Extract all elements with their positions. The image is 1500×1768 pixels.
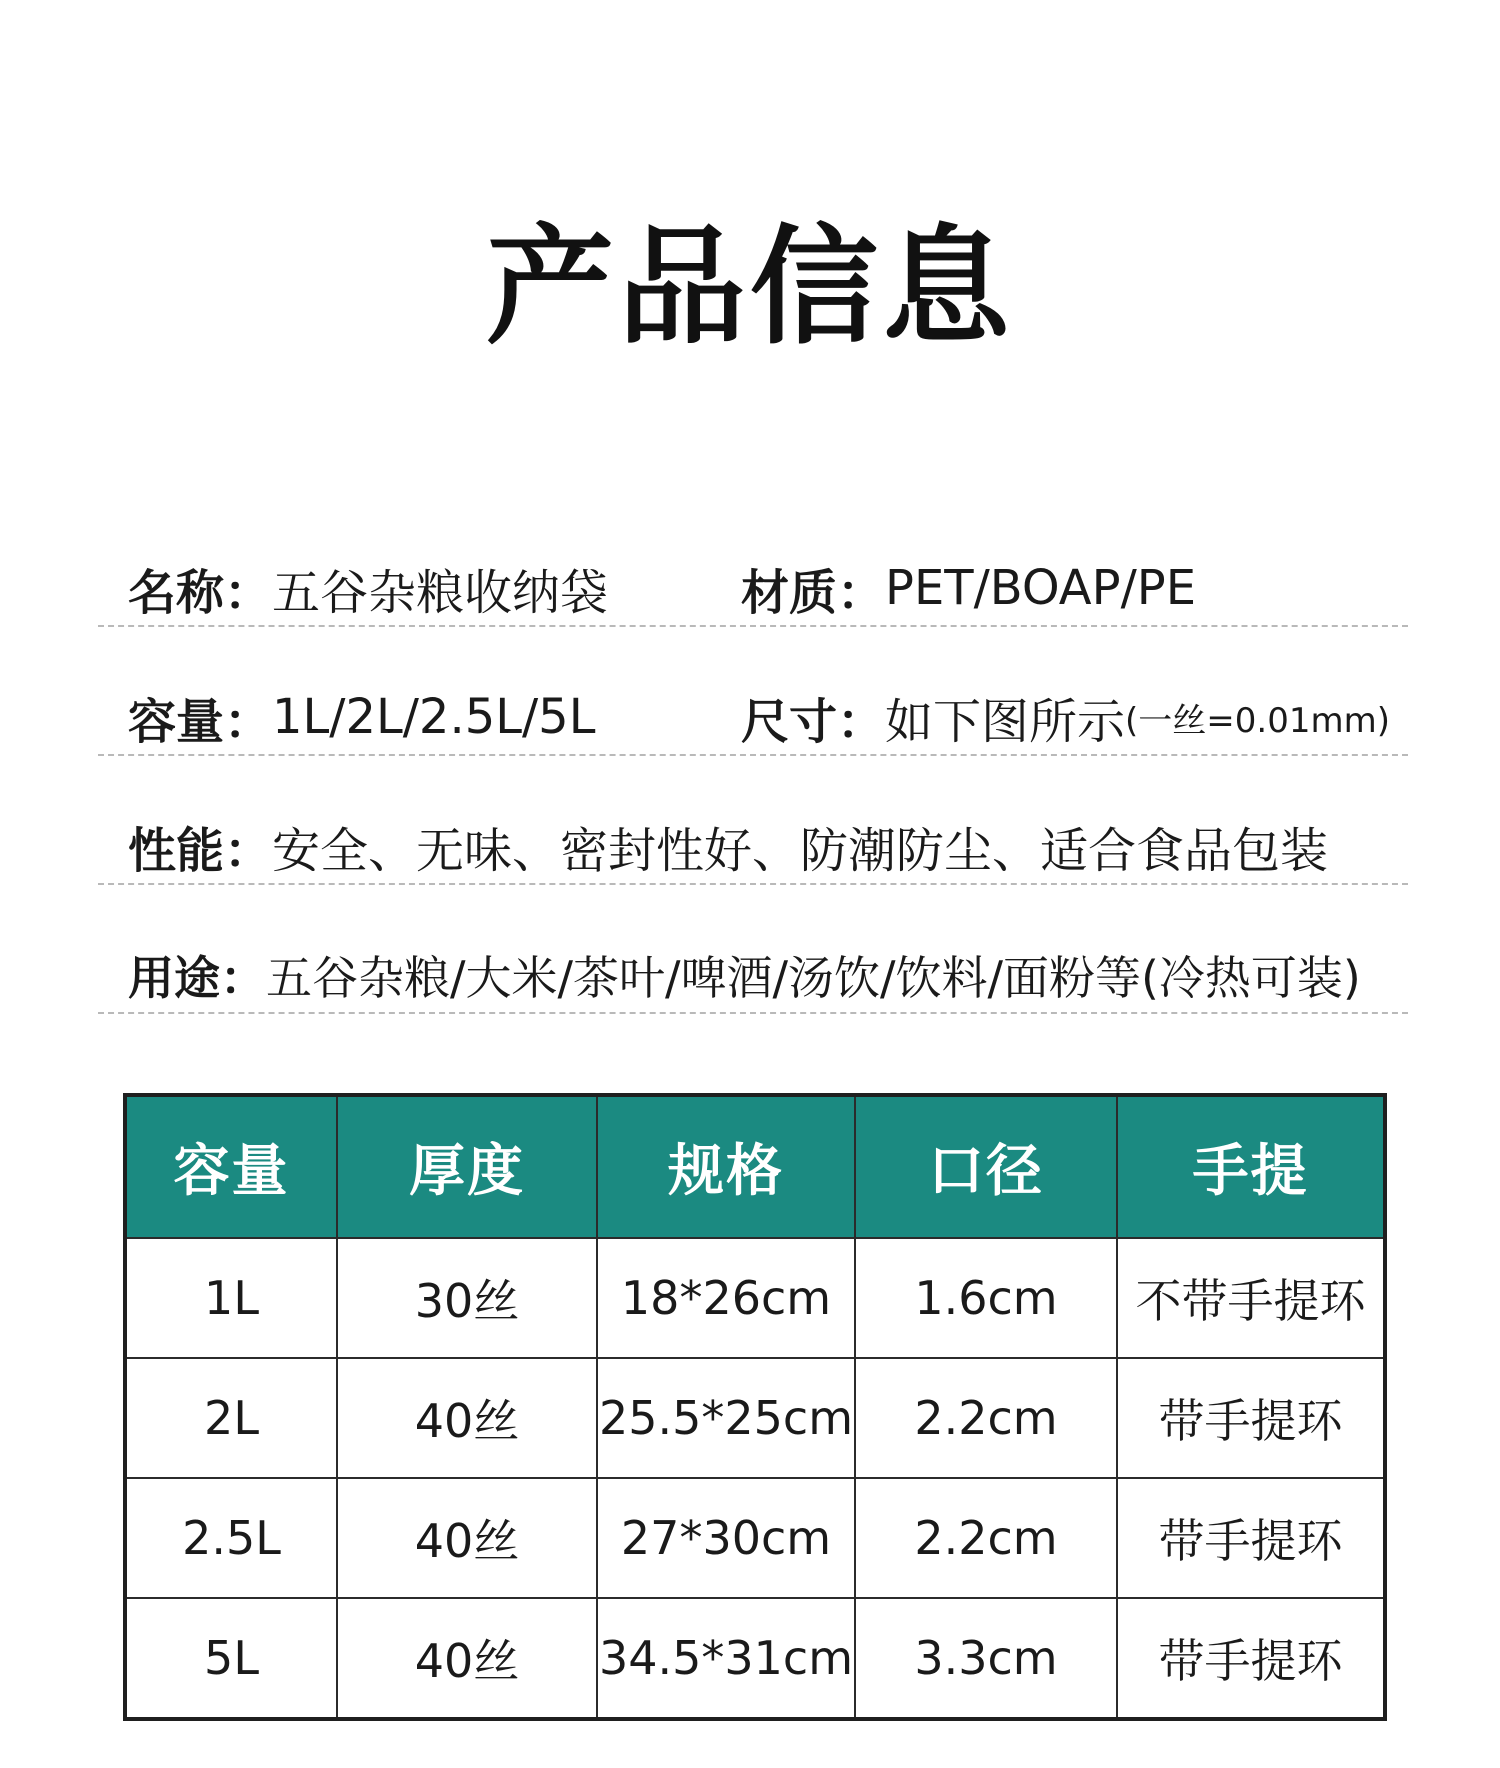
size-note: (一丝=0.01mm) xyxy=(1125,700,1390,741)
capacity-field xyxy=(128,686,595,748)
table-row xyxy=(125,1358,1385,1478)
capacity-label: 容量： xyxy=(128,693,273,750)
cell-thickness: 40丝 xyxy=(337,1478,597,1598)
cell-spec: 27*30cm xyxy=(597,1478,855,1598)
cell-handle: 带手提环 xyxy=(1117,1478,1385,1598)
material-field xyxy=(741,557,1196,619)
size-field xyxy=(741,686,1390,748)
size-value: 如下图所示 xyxy=(885,693,1126,750)
cell-mouth: 1.6cm xyxy=(855,1238,1117,1358)
cell-handle: 不带手提环 xyxy=(1117,1238,1385,1358)
table-row xyxy=(125,1238,1385,1358)
header-handle: 手提 xyxy=(1117,1095,1385,1238)
table-row xyxy=(125,1598,1385,1719)
header-spec: 规格 xyxy=(597,1095,855,1238)
cell-handle: 带手提环 xyxy=(1117,1598,1385,1719)
info-row-usage xyxy=(98,944,1408,1014)
usage-field xyxy=(128,944,1361,1006)
table-row xyxy=(125,1478,1385,1598)
cell-spec: 18*26cm xyxy=(597,1238,855,1358)
header-capacity: 容量 xyxy=(125,1095,337,1238)
info-row-performance xyxy=(98,815,1408,885)
cell-handle: 带手提环 xyxy=(1117,1358,1385,1478)
cell-thickness: 40丝 xyxy=(337,1598,597,1719)
page-title: 产品信息 xyxy=(485,213,1014,362)
info-row-name-material xyxy=(98,557,1408,627)
cell-mouth: 3.3cm xyxy=(855,1598,1117,1719)
material-value: PET/BOAP/PE xyxy=(885,560,1197,616)
usage-label: 用途： xyxy=(128,951,266,1005)
cell-thickness: 30丝 xyxy=(337,1238,597,1358)
header-thickness: 厚度 xyxy=(337,1095,597,1238)
capacity-value: 1L/2L/2.5L/5L xyxy=(272,689,596,745)
name-field xyxy=(128,557,608,619)
cell-capacity: 1L xyxy=(125,1238,337,1358)
cell-mouth: 2.2cm xyxy=(855,1478,1117,1598)
performance-label: 性能： xyxy=(128,822,273,879)
name-value: 五谷杂粮收纳袋 xyxy=(272,564,609,621)
cell-spec: 25.5*25cm xyxy=(597,1358,855,1478)
spec-table xyxy=(123,1093,1387,1721)
material-label: 材质： xyxy=(741,564,886,621)
cell-capacity: 5L xyxy=(125,1598,337,1719)
cell-capacity: 2.5L xyxy=(125,1478,337,1598)
cell-thickness: 40丝 xyxy=(337,1358,597,1478)
cell-capacity: 2L xyxy=(125,1358,337,1478)
usage-value: 五谷杂粮/大米/茶叶/啤酒/汤饮/饮料/面粉等(冷热可装) xyxy=(266,951,1361,1005)
name-label: 名称： xyxy=(128,564,273,621)
table-header-row xyxy=(125,1095,1385,1238)
cell-mouth: 2.2cm xyxy=(855,1358,1117,1478)
performance-field xyxy=(128,815,1328,877)
size-label: 尺寸： xyxy=(741,693,886,750)
header-mouth: 口径 xyxy=(855,1095,1117,1238)
performance-value: 安全、无味、密封性好、防潮防尘、适合食品包装 xyxy=(272,822,1329,879)
info-row-capacity-size xyxy=(98,686,1408,756)
cell-spec: 34.5*31cm xyxy=(597,1598,855,1719)
